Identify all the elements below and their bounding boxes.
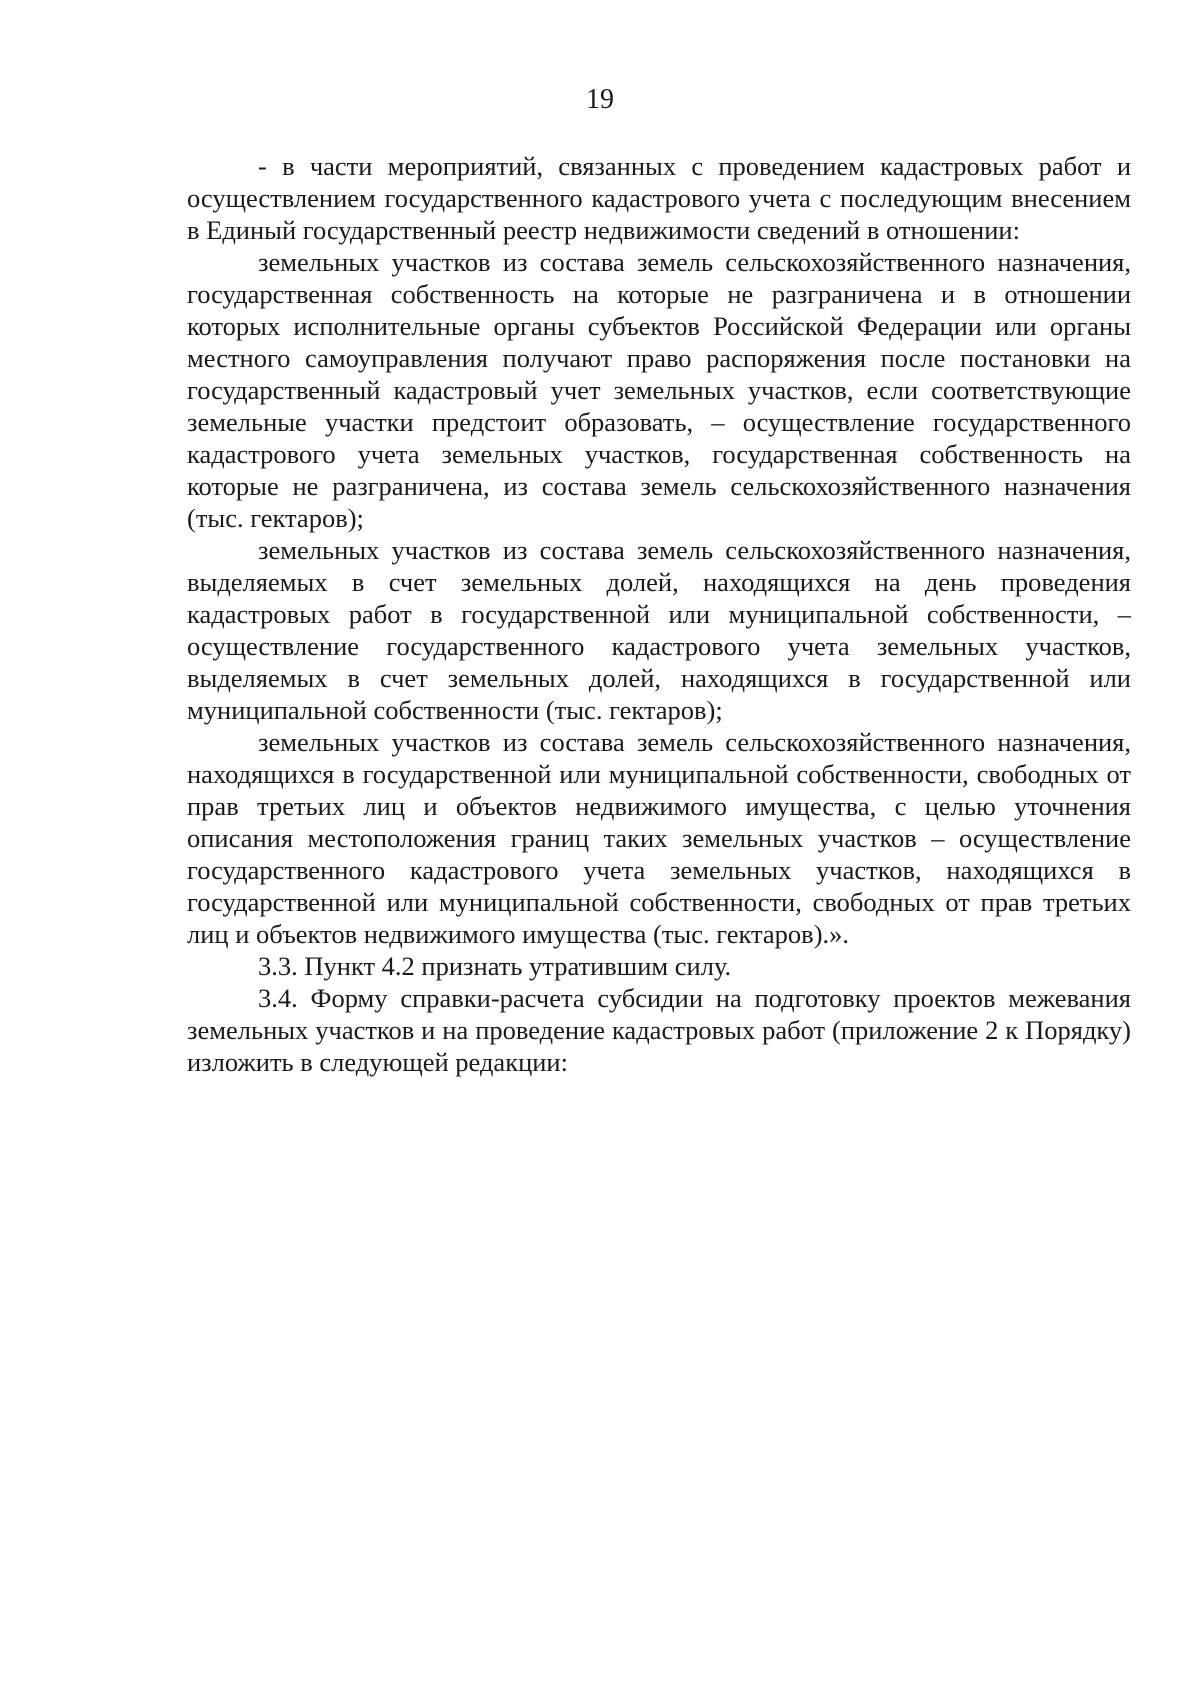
document-body bbox=[187, 150, 1131, 1078]
paragraph-item-3-4: 3.4. Форму справки-расчета субсидии на подготовку проектов межевания земельных участков и на проведение кадастровых работ (приложение 2 к Порядку) изложить в следующей редакции: bbox=[187, 983, 1131, 1077]
paragraph-unallocated-state-land: земельных участков из состава земель сельскохозяйственного назначения, государственная собственность на которые не разграничена и в отношении которых исполнительные органы субъектов Российской Федерации или органы местного самоуправления получают право распоряжения после постановки на государственный кадастровый учет земельных участков, если соответствующие земельные участки предстоит образовать, – осуществление государственного кадастрового учета земельных участков, государственная собственность на которые не разграничена, из состава земель сельскохозяйственного назначения (тыс. гектаров); bbox=[187, 247, 1131, 533]
paragraph-cadastral-works-intro: - в части мероприятий, связанных с проведением кадастровых работ и осуществлением государственного кадастрового учета с последующим внесением в Единый государственный реестр недвижимости сведений в отношении: bbox=[187, 151, 1131, 245]
paragraph-item-3-3: 3.3. Пункт 4.2 признать утратившим силу. bbox=[258, 951, 732, 981]
paragraph-land-shares: земельных участков из состава земель сельскохозяйственного назначения, выделяемых в счет земельных долей, находящихся на день проведения кадастровых работ в государственной или муниципальной собственности, – осуществление государственного кадастрового учета земельных участков, выделяемых в счет земельных долей, находящихся в государственной или муниципальной собственности (тыс. гектаров); bbox=[187, 535, 1131, 725]
page-number: 19 bbox=[586, 84, 614, 115]
paragraph-boundary-clarification: земельных участков из состава земель сельскохозяйственного назначения, находящихся в государственной или муниципальной собственности, свободных от прав третьих лиц и объектов недвижимого имущества, с целью уточнения описания местоположения границ таких земельных участков – осуществление государственного кадастрового учета земельных участков, находящихся в государственной или муниципальной собственности, свободных от прав третьих лиц и объектов недвижимого имущества (тыс. гектаров).». bbox=[187, 727, 1131, 949]
